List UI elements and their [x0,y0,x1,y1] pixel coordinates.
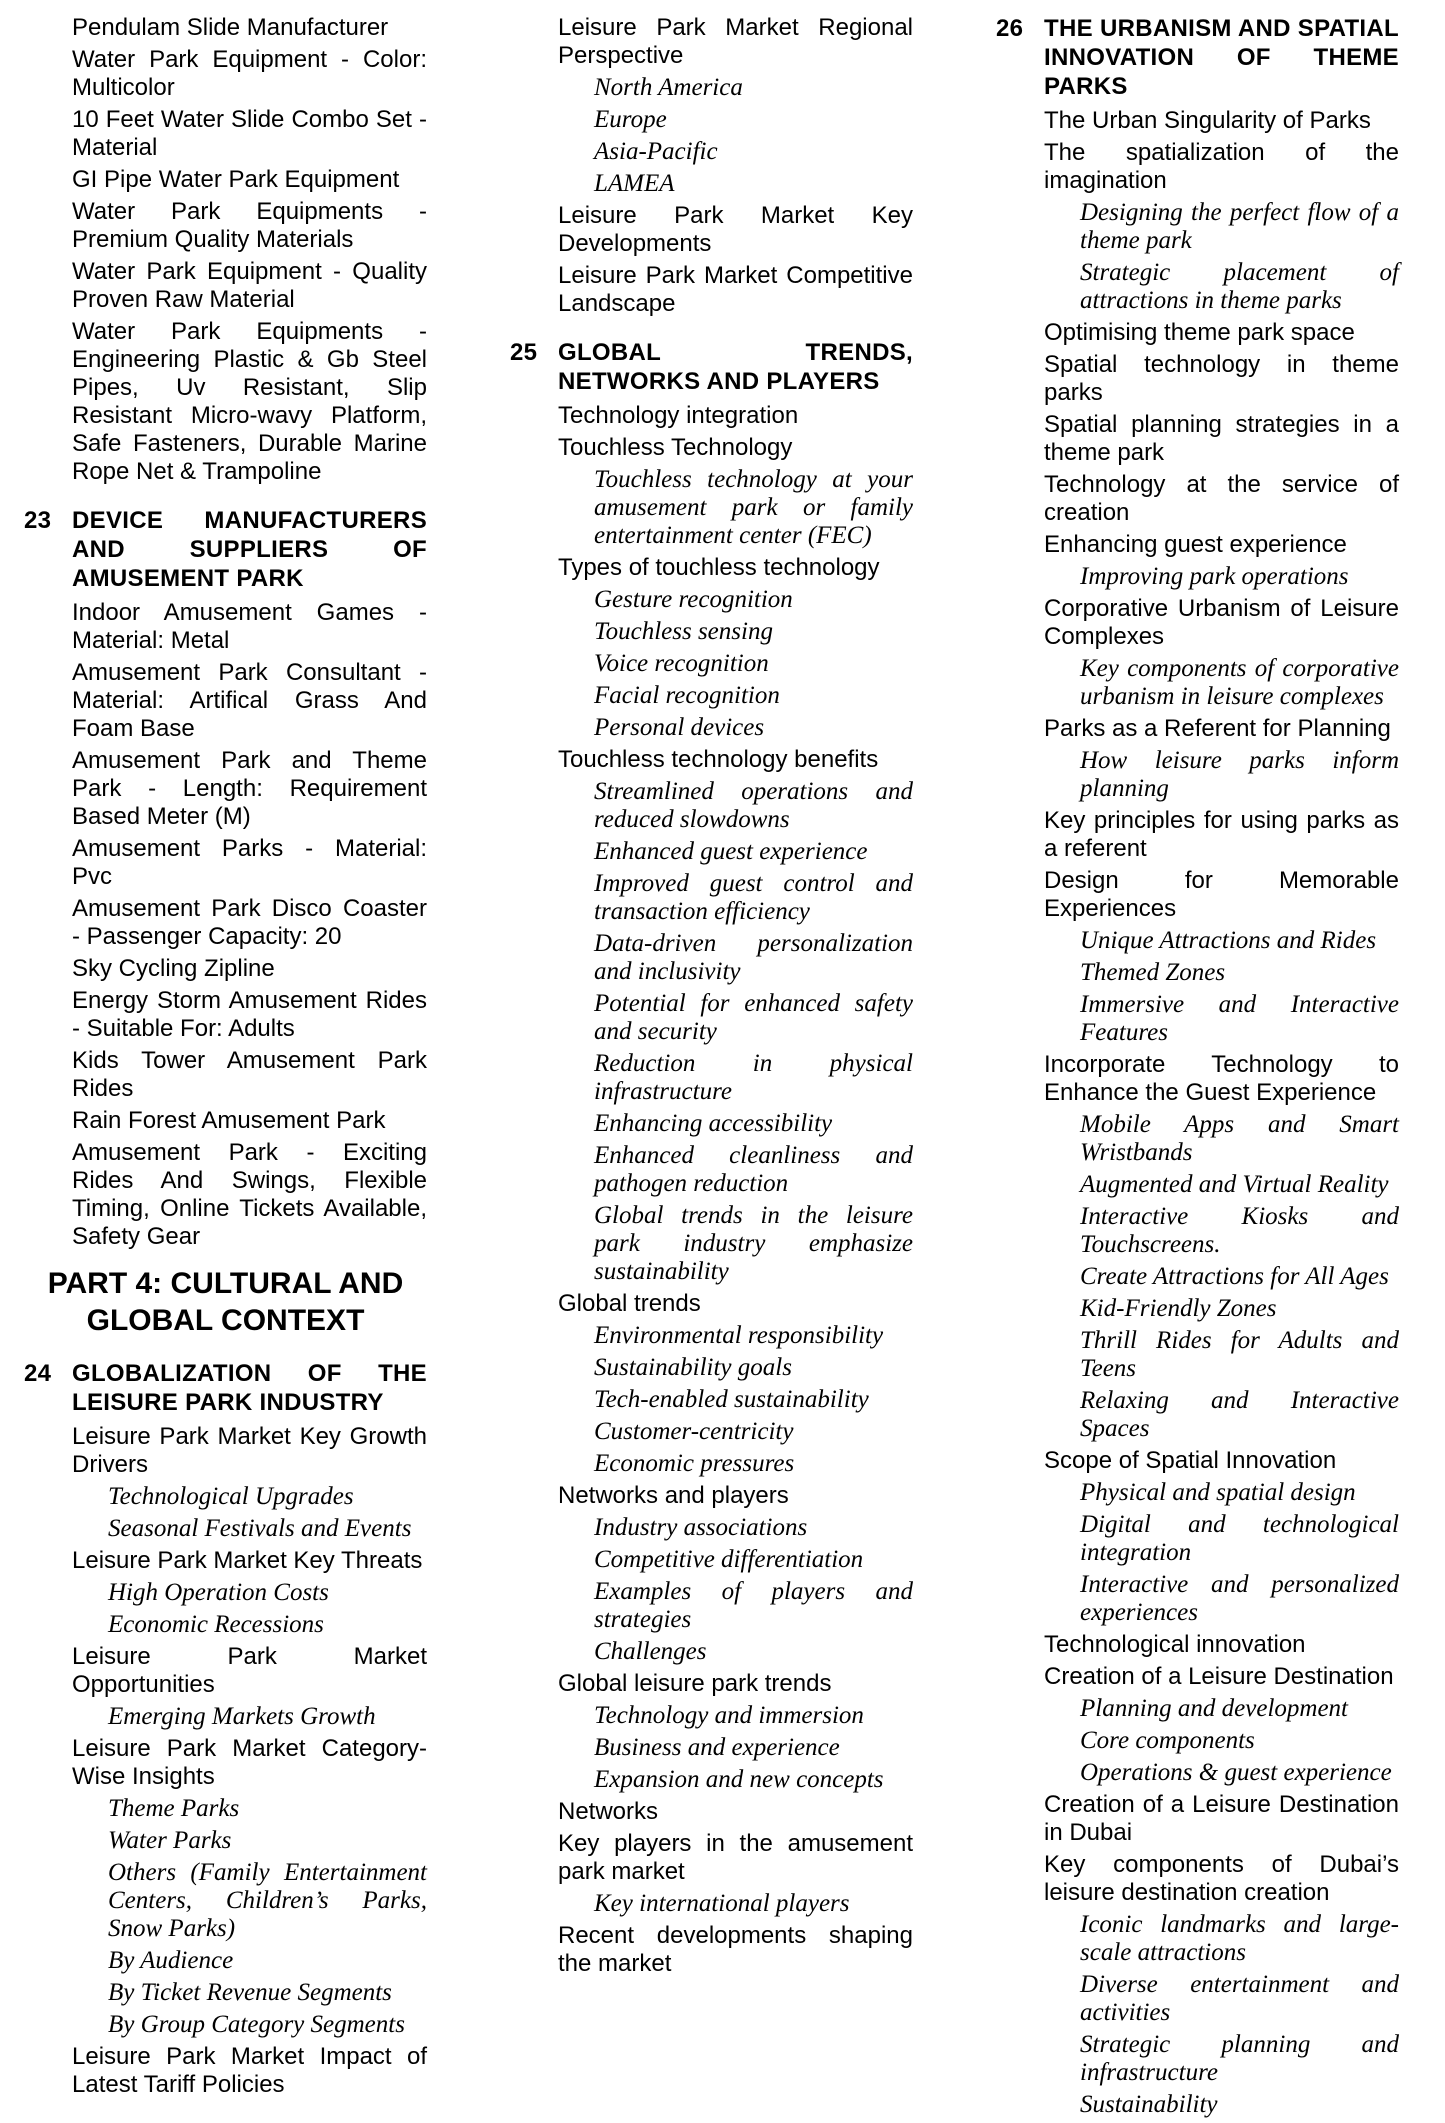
toc-entry: Key components of Dubai’s leisure destination creation [1044,1851,1399,1906]
toc-subentry: Facial recognition [594,682,780,709]
toc-entry: Leisure Park Market Competitive Landscape [558,262,913,317]
toc-subentry: Diverse entertainment and activities [1080,1971,1399,2026]
toc-subentry: Interactive Kiosks and Touchscreens. [1080,1203,1399,1258]
toc-entry: Sky Cycling Zipline [72,955,275,982]
toc-subentry: Asia-Pacific [594,138,718,165]
toc-entry: Leisure Park Market Key Growth Drivers [72,1423,427,1478]
toc-entry: Amusement Park Disco Coaster - Passenger Capacity: 20 [72,895,427,950]
toc-subentry: Environmental responsibility [594,1322,884,1349]
section-heading [510,338,913,396]
toc-entry: Leisure Park Market Category-Wise Insights [72,1735,427,1790]
toc-subentry: Strategic planning and infrastructure [1080,2031,1399,2086]
toc-subentry: Mobile Apps and Smart Wristbands [1080,1111,1399,1166]
toc-subentry: Augmented and Virtual Reality [1080,1171,1389,1198]
toc-subentry: Planning and development [1080,1695,1348,1722]
toc-subentry: Touchless technology at your amusement park or family entertainment center (FEC) [594,466,913,549]
toc-entry: Water Park Equipments - Engineering Plastic & Gb Steel Pipes, Uv Resistant, Slip Resistant Micro-wavy Platform, Safe Fasteners, Durable Marine Rope Net & Trampoline [72,318,427,485]
toc-entry: Spatial technology in theme parks [1044,351,1399,406]
toc-subentry: Designing the perfect flow of a theme park [1080,199,1399,254]
toc-entry: Technological innovation [1044,1631,1306,1658]
toc-subentry: Immersive and Interactive Features [1080,991,1399,1046]
toc-subentry: Global trends in the leisure park industry emphasize sustainability [594,1202,913,1285]
toc-entry: Water Park Equipments - Premium Quality Materials [72,198,427,253]
toc-subentry: Kid-Friendly Zones [1080,1295,1277,1322]
toc-subentry: By Audience [108,1947,234,1974]
toc-subentry: Unique Attractions and Rides [1080,927,1377,954]
toc-subentry: Thrill Rides for Adults and Teens [1080,1327,1399,1382]
toc-entry: Networks [558,1798,659,1825]
toc-entry: Incorporate Technology to Enhance the Guest Experience [1044,1051,1399,1106]
toc-subentry: Touchless sensing [594,618,773,645]
toc-subentry: Key components of corporative urbanism in leisure complexes [1080,655,1399,710]
toc-entry: Corporative Urbanism of Leisure Complexes [1044,595,1399,650]
toc-subentry: Gesture recognition [594,586,793,613]
toc-entry: Creation of a Leisure Destination in Dubai [1044,1791,1399,1846]
toc-subentry: Economic Recessions [108,1611,324,1638]
toc-subentry: Potential for enhanced safety and security [594,990,913,1045]
toc-subentry: Digital and technological integration [1080,1511,1399,1566]
toc-subentry: Enhancing accessibility [594,1110,833,1137]
toc-entry: Indoor Amusement Games - Material: Metal [72,599,427,654]
toc-entry: Optimising theme park space [1044,319,1355,346]
toc-subentry: LAMEA [594,170,675,197]
toc-subentry: Sustainability [1080,2091,1218,2118]
toc-column-1 [24,14,427,2103]
toc-entry: Key players in the amusement park market [558,1830,913,1885]
toc-subentry: Personal devices [594,714,765,741]
toc-entry: Amusement Park Consultant - Material: Artifical Grass And Foam Base [72,659,427,742]
toc-entry: Touchless technology benefits [558,746,879,773]
section-heading [24,1359,427,1417]
toc-entry: Leisure Park Market Impact of Latest Tariff Policies [72,2043,427,2098]
toc-subentry: Enhanced cleanliness and pathogen reduction [594,1142,913,1197]
toc-subentry: Expansion and new concepts [594,1766,884,1793]
section-title: DEVICE MANUFACTURERS AND SUPPLIERS OF AMUSEMENT PARK [72,507,427,592]
toc-subentry: How leisure parks inform planning [1080,747,1399,802]
toc-subentry: Operations & guest experience [1080,1759,1392,1786]
toc-subentry: Voice recognition [594,650,769,677]
toc-subentry: Relaxing and Interactive Spaces [1080,1387,1399,1442]
toc-subentry: Enhanced guest experience [594,838,868,865]
toc-entry: The spatialization of the imagination [1044,139,1399,194]
toc-entry: Kids Tower Amusement Park Rides [72,1047,427,1102]
toc-entry: Global leisure park trends [558,1670,832,1697]
toc-entry: Spatial planning strategies in a theme park [1044,411,1399,466]
section-heading [24,506,427,593]
toc-subentry: North America [594,74,743,101]
toc-entry: Technology integration [558,402,799,429]
toc-entry: Design for Memorable Experiences [1044,867,1399,922]
toc-column-3 [996,14,1399,2123]
toc-entry: Leisure Park Market Key Developments [558,202,913,257]
section-heading [996,14,1399,101]
toc-entry: Amusement Parks - Material: Pvc [72,835,427,890]
toc-entry: Touchless Technology [558,434,793,461]
toc-subentry: Strategic placement of attractions in theme parks [1080,259,1399,314]
toc-subentry: Improving park operations [1080,563,1349,590]
section-title: GLOBAL TRENDS, NETWORKS AND PLAYERS [558,339,913,395]
toc-entry: 10 Feet Water Slide Combo Set - Material [72,106,427,161]
toc-subentry: Emerging Markets Growth [108,1703,376,1730]
toc-entry: Leisure Park Market Regional Perspective [558,14,913,69]
toc-entry: Recent developments shaping the market [558,1922,913,1977]
toc-entry: Scope of Spatial Innovation [1044,1447,1337,1474]
part-heading: PART 4: CULTURAL AND GLOBAL CONTEXT [47,1267,404,1337]
toc-entry: Rain Forest Amusement Park [72,1107,386,1134]
toc-subentry: Core components [1080,1727,1255,1754]
toc-subentry: Seasonal Festivals and Events [108,1515,412,1542]
toc-subentry: Customer-centricity [594,1418,794,1445]
toc-entry: Parks as a Referent for Planning [1044,715,1391,742]
toc-subentry: Reduction in physical infrastructure [594,1050,913,1105]
toc-entry: Energy Storm Amusement Rides - Suitable For: Adults [72,987,427,1042]
toc-subentry: Interactive and personalized experiences [1080,1571,1399,1626]
toc-subentry: Water Parks [108,1827,232,1854]
toc-entry: Networks and players [558,1482,789,1509]
toc-entry: Technology at the service of creation [1044,471,1399,526]
section-title: THE URBANISM AND SPATIAL INNOVATION OF THEME PARKS [1044,15,1399,100]
toc-subentry: Iconic landmarks and large-scale attractions [1080,1911,1399,1966]
toc-entry: Types of touchless technology [558,554,880,581]
toc-subentry: Improved guest control and transaction efficiency [594,870,913,925]
toc-entry: Amusement Park and Theme Park - Length: Requirement Based Meter (M) [72,747,427,830]
toc-entry: Water Park Equipment - Color: Multicolor [72,46,427,101]
toc-subentry: Physical and spatial design [1080,1479,1356,1506]
toc-subentry: Competitive differentiation [594,1546,864,1573]
toc-subentry: Key international players [594,1890,850,1917]
toc-subentry: Examples of players and strategies [594,1578,913,1633]
toc-entry: The Urban Singularity of Parks [1044,107,1371,134]
toc-entry: Enhancing guest experience [1044,531,1347,558]
toc-subentry: Sustainability goals [594,1354,792,1381]
toc-subentry: Challenges [594,1638,707,1665]
toc-entry: Key principles for using parks as a referent [1044,807,1399,862]
toc-subentry: By Ticket Revenue Segments [108,1979,392,2006]
toc-subentry: Data-driven personalization and inclusivity [594,930,913,985]
section-number: 23 [24,507,52,534]
toc-subentry: High Operation Costs [108,1579,329,1606]
toc-entry: Creation of a Leisure Destination [1044,1663,1394,1690]
toc-subentry: Economic pressures [594,1450,795,1477]
toc-subentry: Business and experience [594,1734,840,1761]
toc-subentry: By Group Category Segments [108,2011,405,2038]
toc-subentry: Industry associations [594,1514,808,1541]
toc-subentry: Technological Upgrades [108,1483,354,1510]
toc-entry: Pendulam Slide Manufacturer [72,14,389,41]
section-number: 24 [24,1360,52,1387]
toc-subentry: Tech-enabled sustainability [594,1386,869,1413]
toc-entry: Amusement Park - Exciting Rides And Swings, Flexible Timing, Online Tickets Available, Safety Gear [72,1139,427,1250]
toc-entry: GI Pipe Water Park Equipment [72,166,400,193]
toc-column-2 [510,14,913,1982]
toc-subentry: Europe [594,106,667,133]
toc-subentry: Others (Family Entertainment Centers, Children’s Parks, Snow Parks) [108,1859,427,1942]
toc-subentry: Streamlined operations and reduced slowdowns [594,778,913,833]
section-number: 25 [510,339,538,366]
section-title: GLOBALIZATION OF THE LEISURE PARK INDUSTRY [72,1360,427,1416]
toc-entry: Leisure Park Market Opportunities [72,1643,427,1698]
toc-subentry: Themed Zones [1080,959,1226,986]
section-number: 26 [996,15,1024,42]
toc-entry: Leisure Park Market Key Threats [72,1547,423,1574]
toc-entry: Water Park Equipment - Quality Proven Raw Material [72,258,427,313]
toc-subentry: Create Attractions for All Ages [1080,1263,1389,1290]
toc-subentry: Technology and immersion [594,1702,864,1729]
toc-entry: Global trends [558,1290,701,1317]
toc-subentry: Theme Parks [108,1795,240,1822]
